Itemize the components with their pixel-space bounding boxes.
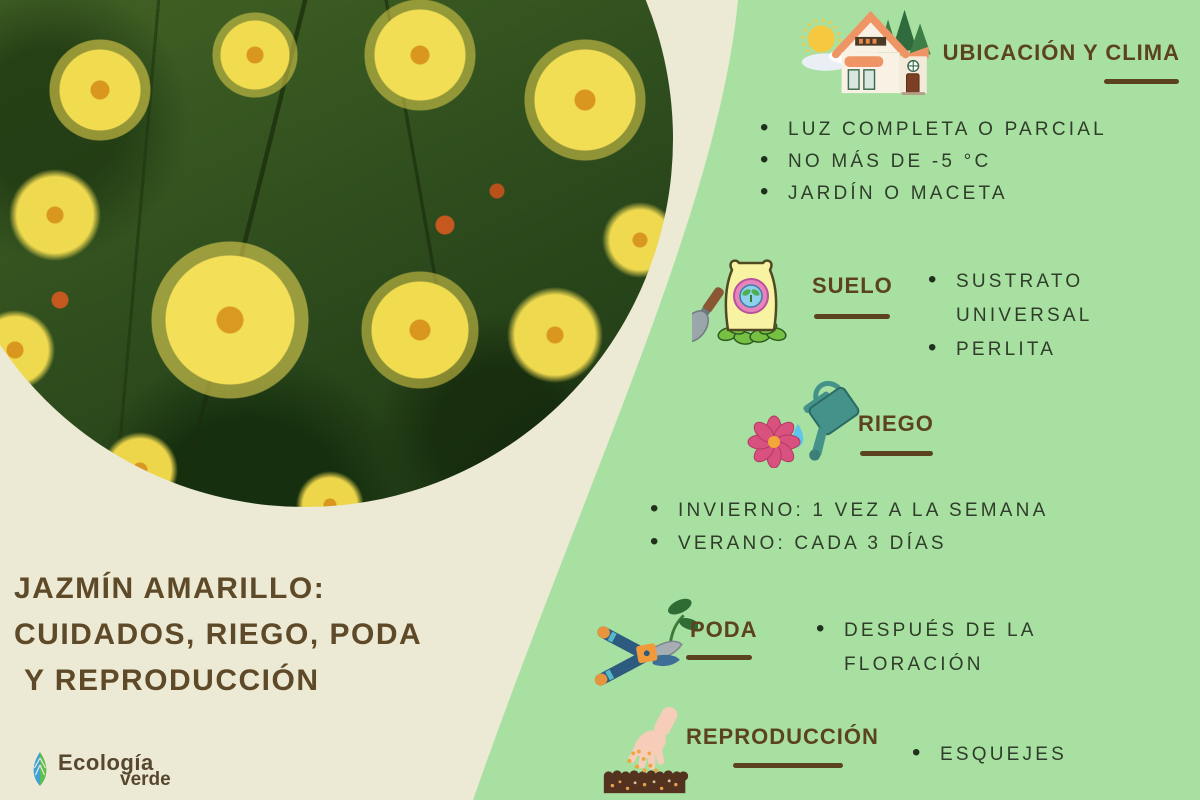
bullet-list-suelo (928, 265, 1153, 367)
section-underline-suelo (814, 314, 890, 319)
section-underline-ubicacion (1104, 79, 1179, 84)
title-line-2: CUIDADOS, RIEGO, PODA (14, 618, 423, 651)
section-heading-reproduccion: REPRODUCCIÓN (686, 724, 879, 749)
soil-bag-trowel-icon (692, 250, 810, 350)
ecologia-verde-logo (28, 750, 171, 791)
hand-sowing-seeds-icon (600, 706, 692, 796)
bullet-list-reproduccion (912, 738, 1172, 772)
section-underline-riego (860, 451, 933, 456)
title-line-1: JAZMÍN AMARILLO: (14, 572, 326, 605)
logo-brand-top: Ecología (58, 750, 154, 775)
leaf-logo-icon (28, 750, 52, 790)
title-line-3: Y REPRODUCCIÓN (24, 664, 320, 697)
section-heading-ubicacion: UBICACIÓN Y CLIMA (942, 40, 1180, 65)
section-heading-suelo: SUELO (812, 273, 893, 298)
bullet-item: • JARDÍN O MACETA (760, 178, 1180, 210)
section-heading-poda: PODA (690, 617, 758, 642)
bullet-list-ubicacion (760, 114, 1180, 210)
logo-text (58, 750, 171, 791)
bullet-item: • PERLITA (928, 333, 1153, 367)
bullet-item: • NO MÁS DE -5 °C (760, 146, 1180, 178)
page-title (14, 566, 514, 704)
bullet-item: • ESQUEJES (912, 738, 1172, 772)
section-underline-poda (686, 655, 752, 660)
section-underline-reproduccion (733, 763, 843, 768)
bullet-item: • DESPUÉS DE LA FLORACIÓN (816, 614, 1076, 682)
bullet-item: • LUZ COMPLETA O PARCIAL (760, 114, 1180, 146)
house-sun-icon (786, 4, 934, 96)
bullet-item: • VERANO: CADA 3 DÍAS (650, 527, 1170, 560)
bullet-item: • SUSTRATO UNIVERSAL (928, 265, 1153, 333)
watering-can-flower-icon (732, 380, 864, 468)
section-heading-riego: RIEGO (858, 411, 934, 436)
bullet-list-riego (650, 494, 1170, 560)
bullet-item: • INVIERNO: 1 VEZ A LA SEMANA (650, 494, 1170, 527)
logo-brand-bottom: verde (120, 769, 171, 790)
bullet-list-poda (816, 614, 1076, 682)
pruning-shears-icon (580, 594, 698, 696)
